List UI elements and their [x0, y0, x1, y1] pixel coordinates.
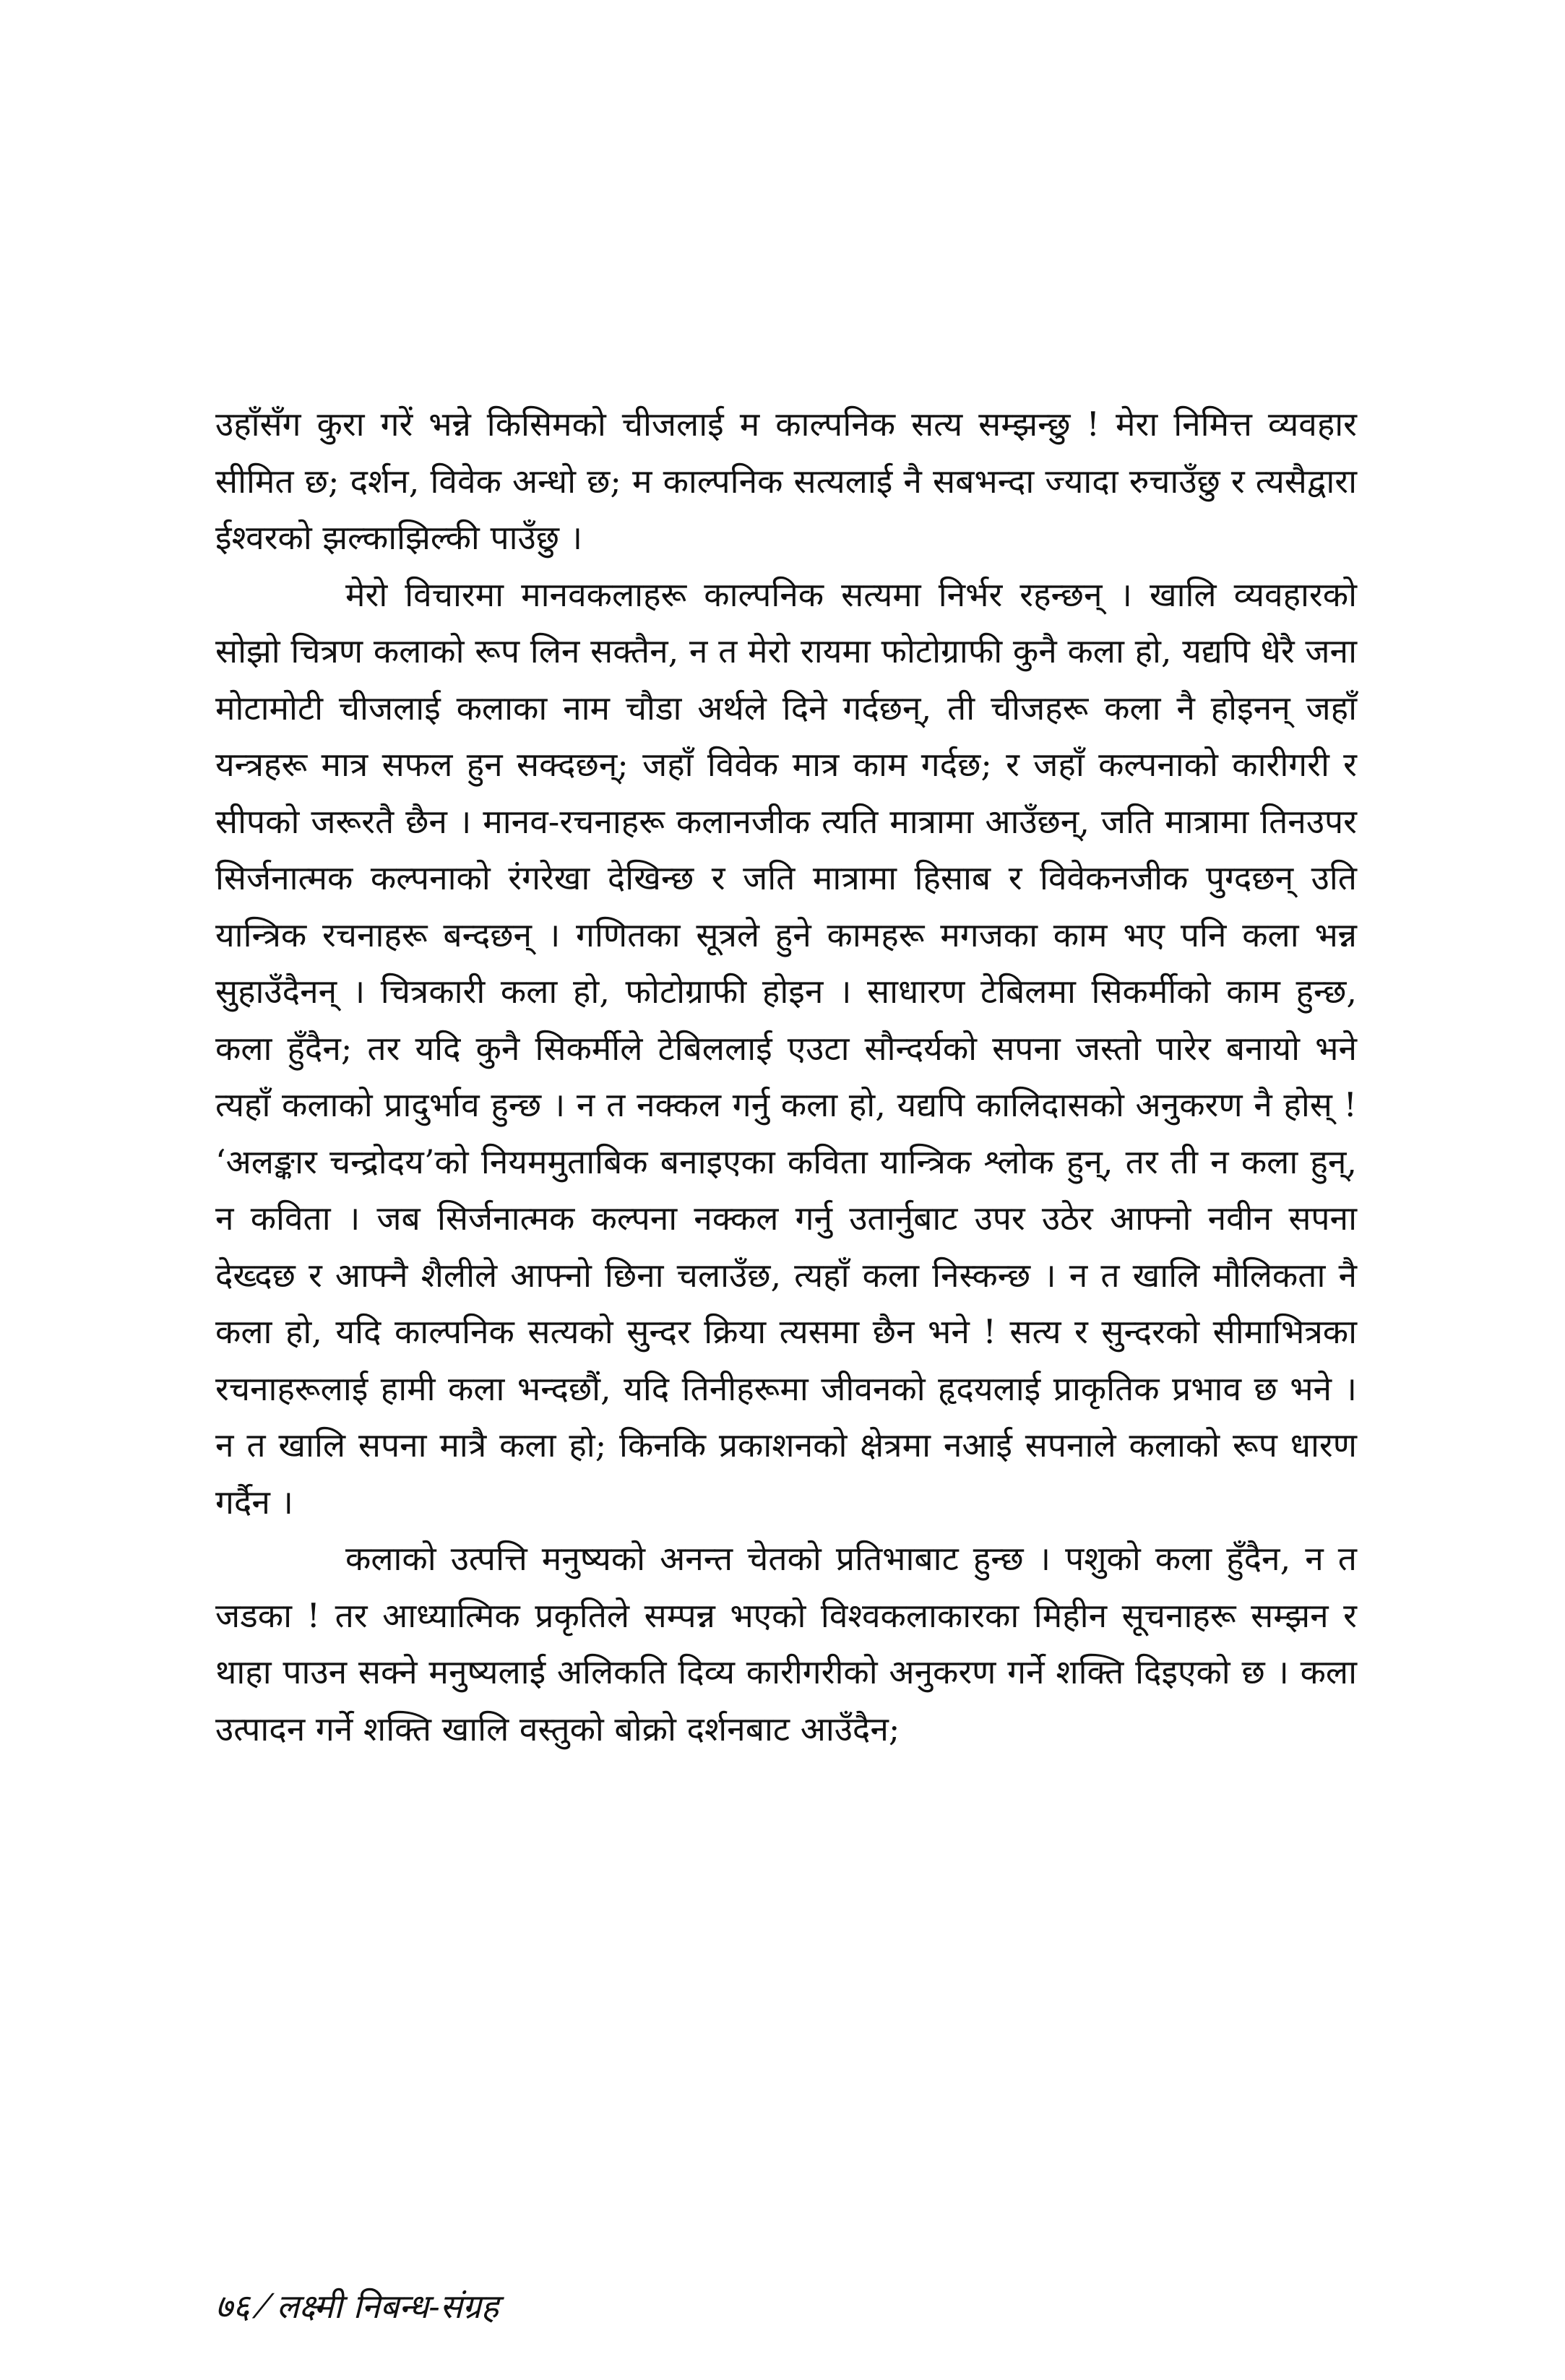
paragraph-2: मेरो विचारमा मानवकलाहरू काल्पनिक सत्यमा निर्भर रहन्छन् । खालि व्यवहारको सोझो चित्रण कलाको रूप लिन सक्तैन, न त मेरो रायमा फोटोग्राफी कुनै कला हो, यद्यपि धेरै जना मोटामोटी चीजलाई कलाका नाम चौडा अर्थले दिने गर्दछन्, ती चीजहरू कला नै होइनन् जहाँ यन्त्रहरू मात्र सफल हुन सक्दछन्; जहाँ विवेक मात्र काम गर्दछ; र जहाँ कल्पनाको कारीगरी र सीपको जरूरतै छैन । मानव-रचनाहरू कलानजीक त्यति मात्रामा आउँछन्, जति मात्रामा तिनउपर सिर्जनात्मक कल्पनाको रंगरेखा देखिन्छ र जति मात्रामा हिसाब र विवेकनजीक पुग्दछन् उति यान्त्रिक रचनाहरू बन्दछन् । गणितका सूत्रले हुने कामहरू मगजका काम भए पनि कला भन्न सुहाउँदैनन् । चित्रकारी कला हो, फोटोग्राफी होइन । साधारण टेबिलमा सिकर्मीको काम हुन्छ, कला हुँदैन; तर यदि कुनै सिकर्मीले टेबिललाई एउटा सौन्दर्यको सपना जस्तो पारेर बनायो भने त्यहाँ कलाको प्रादुर्भाव हुन्छ । न त नक्कल गर्नु कला हो, यद्यपि कालिदासको अनुकरण नै होस् ! ‘अलङ्कार चन्द्रोदय’को नियममुताबिक बनाइएका कविता यान्त्रिक श्लोक हुन्, तर ती न कला हुन्, न कविता । जब सिर्जनात्मक कल्पना नक्कल गर्नु उतार्नुबाट उपर उठेर आफ्नो नवीन सपना देख्दछ र आफ्नै शैलीले आफ्नो छिना चलाउँछ, त्यहाँ कला निस्कन्छ । न त खालि मौलिकता नै कला हो, यदि काल्पनिक सत्यको सुन्दर क्रिया त्यसमा छैन भने ! सत्य र सुन्दरको सीमाभित्रका रचनाहरूलाई हामी कला भन्दछौं, यदि तिनीहरूमा जीवनको हृदयलाई प्राकृतिक प्रभाव छ भने । न त खालि सपना मात्रै कला हो; किनकि प्रकाशनको क्षेत्रमा नआई सपनाले कलाको रूप धारण गर्दैन ।	[215, 574, 1357, 1522]
paragraph-3: कलाको उत्पत्ति मनुष्यको अनन्त चेतको प्रतिभाबाट हुन्छ । पशुको कला हुँदैन, न त जडका ! तर आध्यात्मिक प्रकृतिले सम्पन्न भएको विश्वकलाकारका मिहीन सूचनाहरू सम्झन र थाहा पाउन सक्ने मनुष्यलाई अलिकति दिव्य कारीगरीको अनुकरण गर्ने शक्ति दिइएको छ । कला उत्पादन गर्ने शक्ति खालि वस्तुको बोक्रो दर्शनबाट आउँदैन;	[215, 1539, 1357, 1749]
body-text	[215, 396, 1357, 1757]
page-footer: ७६ ⁄ लक्ष्मी निबन्ध-संग्रह	[215, 2287, 499, 2326]
paragraph-1: उहाँसँग कुरा गरें भन्ने किसिमको चीजलाई म काल्पनिक सत्य सम्झन्छु ! मेरा निमित्त व्यवहार सीमित छ; दर्शन, विवेक अन्धो छ; म काल्पनिक सत्यलाई नै सबभन्दा ज्यादा रुचाउँछु र त्यसैद्वारा ईश्वरको झल्काझिल्की पाउँछु ।	[215, 405, 1357, 557]
